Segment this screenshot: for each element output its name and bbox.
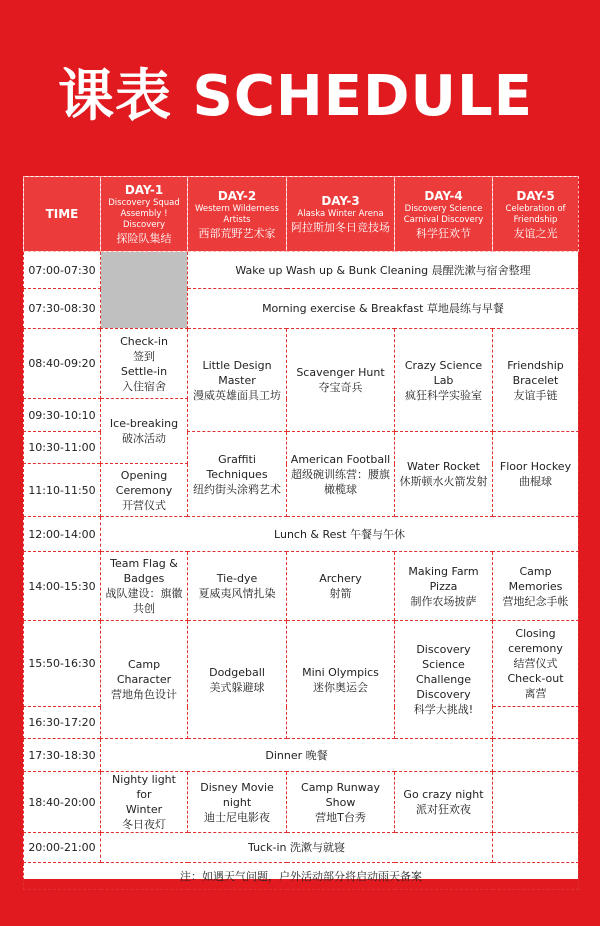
cell-line: 疯狂科学实验室 (405, 388, 482, 402)
cell-line: 纽约街头涂鸦艺术 (193, 482, 281, 496)
cell-line: Tie-dye (216, 572, 258, 585)
schedule-card (23, 176, 578, 883)
activity-cell (188, 552, 287, 621)
blank-cell (493, 772, 579, 833)
cell-line: Show (325, 795, 356, 809)
cell-line: Go crazy night (403, 788, 484, 801)
activity-cell (188, 772, 287, 833)
table-row (24, 833, 579, 863)
cell-line: 共创 (133, 602, 155, 615)
activity-cell (395, 329, 493, 432)
time-cell: 15:50-16:30 (24, 621, 101, 707)
activity-cell (101, 552, 188, 621)
activity-cell (101, 464, 188, 517)
time-cell: 12:00-14:00 (24, 517, 101, 552)
cell-line: 破冰活动 (122, 432, 166, 445)
activity-cell (395, 552, 493, 621)
cell-line: Check-in (120, 334, 168, 348)
time-cell: 18:40-20:00 (24, 772, 101, 833)
cell-line: 迪士尼电影夜 (204, 810, 270, 824)
cell-line: 友谊手链 (513, 388, 558, 402)
cell-line: Science (422, 658, 465, 671)
cell-line: Memories (508, 579, 563, 593)
cell-line: ceremony (508, 642, 563, 655)
blank-cell (493, 833, 579, 863)
cell-line: night (222, 795, 252, 809)
activity-cell (101, 772, 188, 833)
cell-line: Badges (123, 572, 165, 585)
span-cell-dinner: Dinner 晚餐 (101, 739, 493, 772)
blank-cell (493, 707, 579, 739)
cell-line: Disney Movie (200, 780, 274, 794)
time-cell: 07:00-07:30 (24, 252, 101, 289)
activity-cell (101, 329, 188, 399)
schedule-table (23, 176, 579, 890)
activity-cell (493, 432, 579, 517)
time-cell: 14:00-15:30 (24, 552, 101, 621)
activity-cell (188, 621, 287, 739)
header-row (24, 177, 579, 252)
table-row (24, 252, 579, 289)
cell-line: Pizza (429, 579, 458, 593)
activity-cell (188, 329, 287, 432)
cell-line: 制作农场披萨 (410, 594, 477, 608)
time-cell: 10:30-11:00 (24, 432, 101, 464)
cell-line: Scavenger Hunt (296, 366, 385, 379)
cell-line: 结营仪式 (513, 657, 558, 670)
activity-cell (493, 552, 579, 621)
activity-cell (493, 621, 579, 707)
cell-line: Opening (120, 468, 168, 482)
cell-line: Lab (433, 373, 454, 387)
activity-cell (493, 329, 579, 432)
day-4-header: DAY-4 Discovery Science Carnival Discovery 科学狂欢节 (395, 177, 493, 252)
day-2-header: DAY-2 Western Wilderness Artists 西部荒野艺术家 (188, 177, 287, 252)
activity-cell (395, 621, 493, 739)
cell-line: 营地T台秀 (315, 810, 366, 824)
cell-line: Little Design (202, 358, 272, 372)
time-cell: 16:30-17:20 (24, 707, 101, 739)
cell-line: 超级碗训练营：腰旗 (291, 467, 390, 481)
cell-line: 冬日夜灯 (122, 818, 166, 831)
cell-line: Mini Olympics (302, 665, 379, 679)
cell-line: 夏威夷风情扎染 (198, 587, 276, 600)
cell-line: Check-out (507, 672, 564, 685)
time-header: TIME (24, 177, 101, 252)
table-row (24, 621, 579, 707)
cell-line: Water Rocket (407, 460, 480, 473)
activity-cell (395, 772, 493, 833)
cell-line: 射箭 (329, 587, 352, 600)
activity-cell (287, 432, 395, 517)
activity-cell (287, 621, 395, 739)
span-cell-wake: Wake up Wash up & Bunk Cleaning 晨醒洗漱与宿舍整理 (188, 252, 579, 289)
day-1-header: DAY-1 Discovery Squad Assembly ! Discovery 探险队集结 (101, 177, 188, 252)
cell-line: Graffiti (218, 452, 256, 466)
activity-cell (287, 772, 395, 833)
note-row (24, 863, 579, 890)
page-title: 课表 SCHEDULE (58, 64, 533, 129)
cell-line: Master (218, 373, 256, 387)
cell-line: 迷你奥运会 (313, 680, 368, 694)
blank-cell (493, 739, 579, 772)
span-cell-morning: Morning exercise & Breakfast 草地晨练与早餐 (188, 289, 579, 329)
time-cell: 09:30-10:10 (24, 399, 101, 432)
cell-line: 休斯顿水火箭发射 (399, 475, 488, 488)
cell-line: Closing (515, 627, 556, 640)
cell-line: 漫威英雄面具工坊 (193, 388, 281, 402)
activity-cell (101, 621, 188, 739)
cell-line: Discovery (416, 688, 471, 701)
cell-line: Archery (319, 572, 362, 585)
cell-line: Floor Hockey (499, 460, 572, 473)
cell-line: 营地角色设计 (111, 688, 177, 701)
cell-line: Crazy Science (404, 358, 483, 372)
activity-cell (395, 432, 493, 517)
activity-cell (101, 399, 188, 464)
cell-line: Camp (519, 564, 552, 578)
time-cell: 07:30-08:30 (24, 289, 101, 329)
cell-line: 签到 (133, 349, 155, 363)
cell-line: 入住宿舍 (122, 379, 166, 393)
cell-line: 夺宝奇兵 (318, 381, 363, 394)
cell-line: 离营 (524, 687, 547, 700)
cell-line: Bracelet (512, 373, 559, 387)
table-row (24, 772, 579, 833)
table-row (24, 739, 579, 772)
cell-line: 营地纪念手帐 (502, 594, 569, 608)
cell-line: Nighty light for (112, 773, 176, 801)
cell-line: Making Farm (408, 564, 479, 578)
cell-line: 橄榄球 (324, 482, 357, 496)
cell-line: Team Flag & (110, 557, 178, 570)
cell-line: 曲棍球 (519, 475, 552, 488)
cell-line: 开营仪式 (122, 498, 166, 512)
cell-line: Winter (125, 803, 163, 816)
activity-cell (287, 552, 395, 621)
cell-line: 派对狂欢夜 (416, 803, 471, 816)
cell-line: Friendship (507, 358, 564, 372)
span-cell-tuckin: Tuck-in 洗漱与就寝 (101, 833, 493, 863)
cell-line: Camp Runway (301, 780, 380, 794)
blank-cell (101, 252, 188, 329)
span-cell-lunch: Lunch & Rest 午餐与午休 (101, 517, 579, 552)
cell-line: Ceremony (115, 483, 173, 497)
day-5-header: DAY-5 Celebration of Friendship 友谊之光 (493, 177, 579, 252)
table-row (24, 517, 579, 552)
table-row (24, 329, 579, 399)
time-cell: 17:30-18:30 (24, 739, 101, 772)
cell-line: Techniques (206, 467, 268, 481)
time-cell: 11:10-11:50 (24, 464, 101, 517)
cell-line: 战队建设：旗徽 (105, 587, 183, 600)
weather-note: 注：如遇天气问题，户外活动部分将启动雨天备案 (24, 863, 579, 890)
cell-line: Character (116, 673, 172, 686)
table-row (24, 552, 579, 621)
cell-line: American Football (290, 452, 391, 466)
time-cell: 08:40-09:20 (24, 329, 101, 399)
activity-cell (188, 432, 287, 517)
cell-line: Settle-in (120, 364, 168, 378)
cell-line: Dodgeball (209, 665, 265, 679)
activity-cell (287, 329, 395, 432)
cell-line: Challenge (416, 673, 471, 686)
time-cell: 20:00-21:00 (24, 833, 101, 863)
cell-line: 美式躲避球 (209, 680, 265, 694)
cell-line: 科学大挑战! (413, 703, 474, 716)
day-3-header: DAY-3 Alaska Winter Arena 阿拉斯加冬日竞技场 (287, 177, 395, 252)
cell-line: Ice-breaking (109, 417, 179, 430)
cell-line: Discovery (416, 643, 471, 656)
cell-line: Camp (127, 658, 161, 671)
